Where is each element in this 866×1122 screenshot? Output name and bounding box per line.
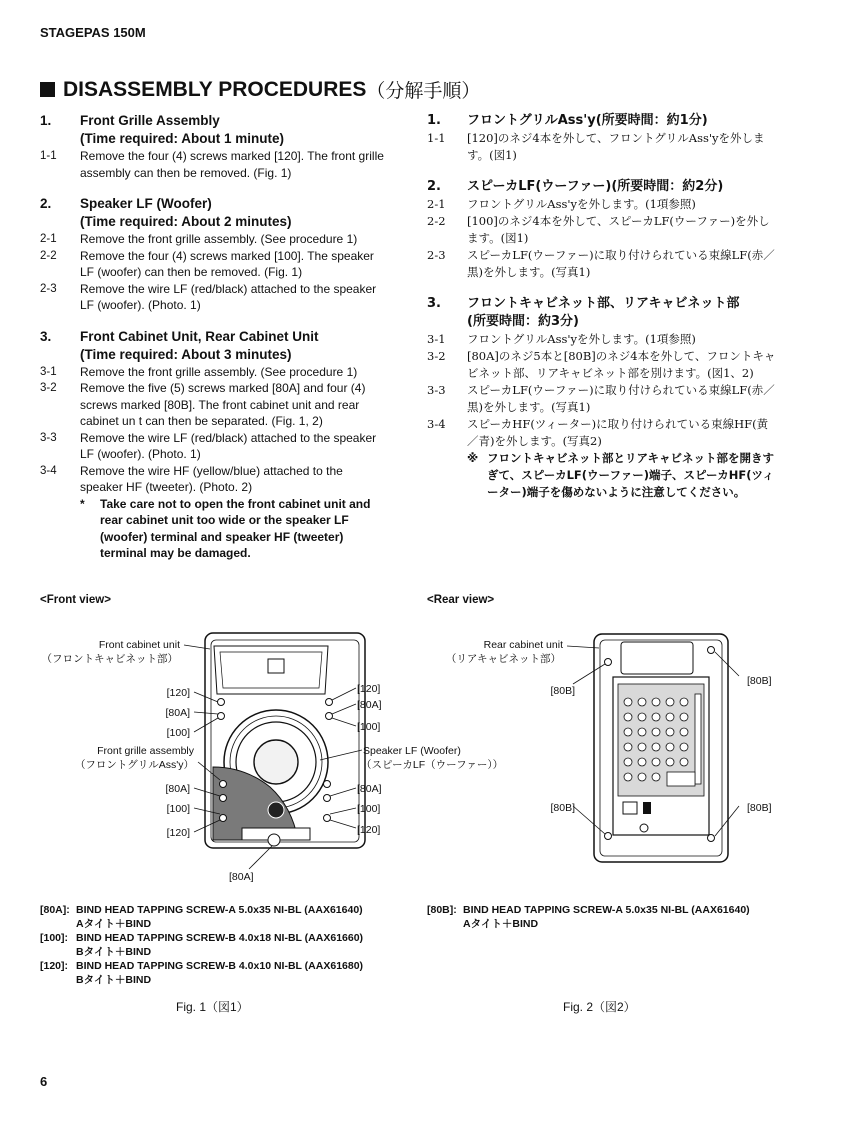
legend-code: [120]: (40, 960, 69, 972)
page-title (40, 76, 480, 103)
procedure-title (40, 112, 388, 148)
front-view-label: <Front view> (40, 594, 111, 606)
procedure-title-text: フロントキャビネット部、リアキャビネット部 (所要時間：約3分) (467, 296, 740, 329)
legend-text: BIND HEAD TAPPING SCREW-A 5.0x35 NI-BL (AAX61640) Aタイト＋BIND (76, 904, 363, 930)
note-mark: ※ (467, 451, 479, 465)
step-text: Remove the front grille assembly. (See procedure 1) (80, 364, 358, 379)
step-number: 2-1 (427, 197, 446, 211)
legend-text: BIND HEAD TAPPING SCREW-B 4.0x10 NI-BL (AAX61680) Bタイト＋BIND (76, 960, 364, 986)
label-80b-tl: [80B] (550, 685, 575, 697)
procedure-step (40, 463, 388, 496)
procedure-step (40, 380, 388, 430)
procedure-section (40, 195, 388, 314)
legend-row-80b (427, 903, 807, 931)
legend-row-80a (40, 903, 410, 931)
label-80a-tl: [80A] (165, 707, 190, 719)
procedure-step (427, 348, 779, 382)
label-80b-tr: [80B] (747, 675, 772, 687)
note-mark: * (80, 496, 85, 511)
front-grille-assembly-jp-label: （フロントグリルAss'y） (74, 759, 194, 771)
legend-code: [80B]: (427, 904, 457, 916)
label-120-tl: [120] (166, 687, 190, 699)
procedure-number: 3. (40, 328, 52, 344)
step-text: Remove the four (4) screws marked [100]. The speaker LF (woofer) can then be removed. (Fig. 1) (80, 248, 374, 279)
label-100-bl: [100] (166, 803, 190, 815)
procedure-title (427, 178, 779, 196)
label-80a-tr: [80A] (357, 699, 382, 711)
label-100-br: [100] (357, 803, 381, 815)
procedure-step (40, 281, 388, 314)
procedure-title-text: Front Cabinet Unit, Rear Cabinet Unit (Time required: About 3 minutes) (80, 328, 319, 362)
procedure-title-text: フロントグリルAss'y(所要時間：約1分) (467, 113, 708, 128)
legend-text: BIND HEAD TAPPING SCREW-B 4.0x18 NI-BL (AAX61660) Bタイト＋BIND (76, 932, 364, 958)
step-text: スピーカLF(ウーファー)に取り付けられている束線LF(赤／黒)を外します。(写真1) (467, 248, 775, 279)
procedure-step (427, 213, 779, 247)
english-procedures (40, 112, 388, 576)
front-cabinet-unit-jp-label: （フロントキャビネット部） (41, 653, 178, 665)
note-text: Take care not to open the front cabinet unit and rear cabinet unit too wide or the speaker LF (woofer) terminal and speaker HF (tweeter) terminal may be damaged. (100, 496, 371, 560)
step-text: [120]のネジ4本を外して、フロントグリルAss'yを外します。(図1) (467, 131, 765, 162)
step-number: 3-3 (40, 431, 57, 444)
procedure-title (427, 112, 779, 130)
step-text: フロントグリルAss'yを外します。(1項参照) (467, 332, 696, 346)
legend-code: [80A]: (40, 904, 70, 916)
procedure-number: 2. (40, 196, 52, 211)
procedure-step (40, 364, 388, 381)
page-title-en: DISASSEMBLY PROCEDURES (63, 77, 367, 101)
step-number: 2-3 (40, 282, 57, 295)
legend-code: [100]: (40, 932, 69, 944)
speaker-lf-label: Speaker LF (Woofer) (363, 745, 461, 757)
procedure-title (40, 328, 388, 364)
label-120-bl: [120] (166, 827, 190, 839)
step-number: 3-2 (427, 349, 446, 363)
step-number: 3-1 (427, 332, 446, 346)
procedure-step (40, 148, 388, 181)
procedure-section (427, 112, 779, 164)
step-number: 3-3 (427, 383, 446, 397)
step-number: 2-1 (40, 233, 57, 245)
page-number: 6 (40, 1074, 48, 1089)
label-100-tl: [100] (166, 727, 190, 739)
procedure-section (427, 295, 779, 501)
model-name: STAGEPAS 150M (40, 25, 146, 40)
speaker-lf-jp-label: （スピーカLF（ウーファー）） (361, 759, 504, 771)
step-text: Remove the wire LF (red/black) attached to the speaker LF (woofer). (Photo. 1) (80, 281, 377, 312)
step-text: スピーカHF(ツィーター)に取り付けられている束線HF(黄／青)を外します。(写真2) (467, 417, 769, 448)
procedure-step (40, 430, 388, 463)
step-number: 3-2 (40, 382, 57, 394)
step-number: 2-2 (40, 249, 57, 262)
procedure-number: 2. (427, 179, 441, 194)
label-80b-br: [80B] (747, 802, 772, 814)
procedure-step (427, 331, 779, 348)
procedure-step (40, 248, 388, 281)
procedure-number: 1. (40, 113, 52, 128)
label-120-tr: [120] (357, 683, 381, 695)
label-80a-bl: [80A] (165, 783, 190, 795)
legend-row-100 (40, 931, 410, 959)
step-text: Remove the wire HF (yellow/blue) attached to the speaker HF (tweeter). (Photo. 2) (80, 463, 343, 494)
procedure-section (427, 178, 779, 281)
legend-text: BIND HEAD TAPPING SCREW-A 5.0x35 NI-BL (AAX61640) Aタイト＋BIND (463, 904, 750, 930)
procedure-title (40, 195, 388, 231)
step-number: 3-4 (40, 464, 57, 477)
step-number: 1-1 (427, 131, 446, 145)
rear-view-diagram (427, 622, 787, 872)
procedure-step (427, 130, 779, 164)
procedure-title-text: Speaker LF (Woofer) (Time required: About 2 minutes) (80, 196, 292, 229)
step-number: 2-3 (427, 248, 446, 262)
step-text: [100]のネジ4本を外して、スピーカLF(ウーファー)を外します。(図1) (467, 214, 770, 245)
step-number: 1-1 (40, 150, 57, 162)
procedure-number: 3. (427, 296, 441, 311)
rear-cabinet-unit-label: Rear cabinet unit (483, 639, 563, 651)
procedure-step (427, 247, 779, 281)
step-text: Remove the wire LF (red/black) attached to the speaker LF (woofer). (Photo. 1) (80, 430, 377, 461)
label-120-br: [120] (357, 824, 381, 836)
page-title-jp: （分解手順） (366, 80, 481, 102)
step-text: [80A]のネジ5本と[80B]のネジ4本を外して、フロントキャビネット部、リアキャビネット部を別けます。(図1、2) (467, 349, 776, 380)
label-80a-br: [80A] (357, 783, 382, 795)
procedure-step (40, 231, 388, 248)
procedure-title-text: スピーカLF(ウーファー)(所要時間：約2分) (467, 179, 724, 194)
label-100-tr: [100] (357, 721, 381, 733)
step-text: フロントグリルAss'yを外します。(1項参照) (467, 197, 696, 211)
procedure-step (427, 416, 779, 450)
fig2-caption: Fig. 2（図2） (563, 1000, 636, 1014)
heading-square-icon (40, 82, 55, 97)
step-text: Remove the five (5) screws marked [80A] and four (4) screws marked [80B]. The front cabinet unit and rear cabinet un t can then be separated. (Fig. 1, 2) (80, 381, 366, 428)
step-number: 3-1 (40, 365, 57, 378)
rear-cabinet-unit-jp-label: （リアキャビネット部） (445, 653, 561, 665)
rear-view-label: <Rear view> (427, 594, 495, 606)
step-text: Remove the four (4) screws marked [120]. The front grille assembly can then be removed. (Fig. 1) (80, 149, 384, 180)
procedure-title-text: Front Grille Assembly (Time required: About 1 minute) (80, 113, 285, 146)
front-screw-legend (40, 903, 410, 987)
step-number: 3-4 (427, 417, 446, 431)
label-80b-bl: [80B] (550, 802, 575, 814)
procedure-title (427, 295, 779, 331)
procedure-step (427, 382, 779, 416)
japanese-procedures (427, 112, 779, 515)
rear-screw-legend (427, 903, 807, 931)
front-cabinet-unit-label: Front cabinet unit (98, 639, 180, 651)
caution-note (467, 450, 779, 501)
front-grille-assembly-label: Front grille assembly (97, 745, 194, 757)
procedure-number: 1. (427, 113, 441, 128)
procedure-section (40, 328, 388, 562)
legend-row-120 (40, 959, 410, 987)
procedure-section (40, 112, 388, 181)
caution-note (80, 496, 388, 562)
step-number: 2-2 (427, 214, 446, 228)
procedure-step (427, 196, 779, 213)
step-text: スピーカLF(ウーファー)に取り付けられている束線LF(赤／黒)を外します。(写真1) (467, 383, 775, 414)
label-80a-bottom: [80A] (229, 871, 254, 883)
step-text: Remove the front grille assembly. (See procedure 1) (80, 232, 358, 246)
fig1-caption: Fig. 1（図1） (176, 1000, 249, 1014)
note-text: フロントキャビネット部とリアキャビネット部を開きすぎて、スピーカLF(ウーファー)端子、スピーカHF(ツィーター)端子を傷めないように注意してください。 (487, 451, 775, 499)
